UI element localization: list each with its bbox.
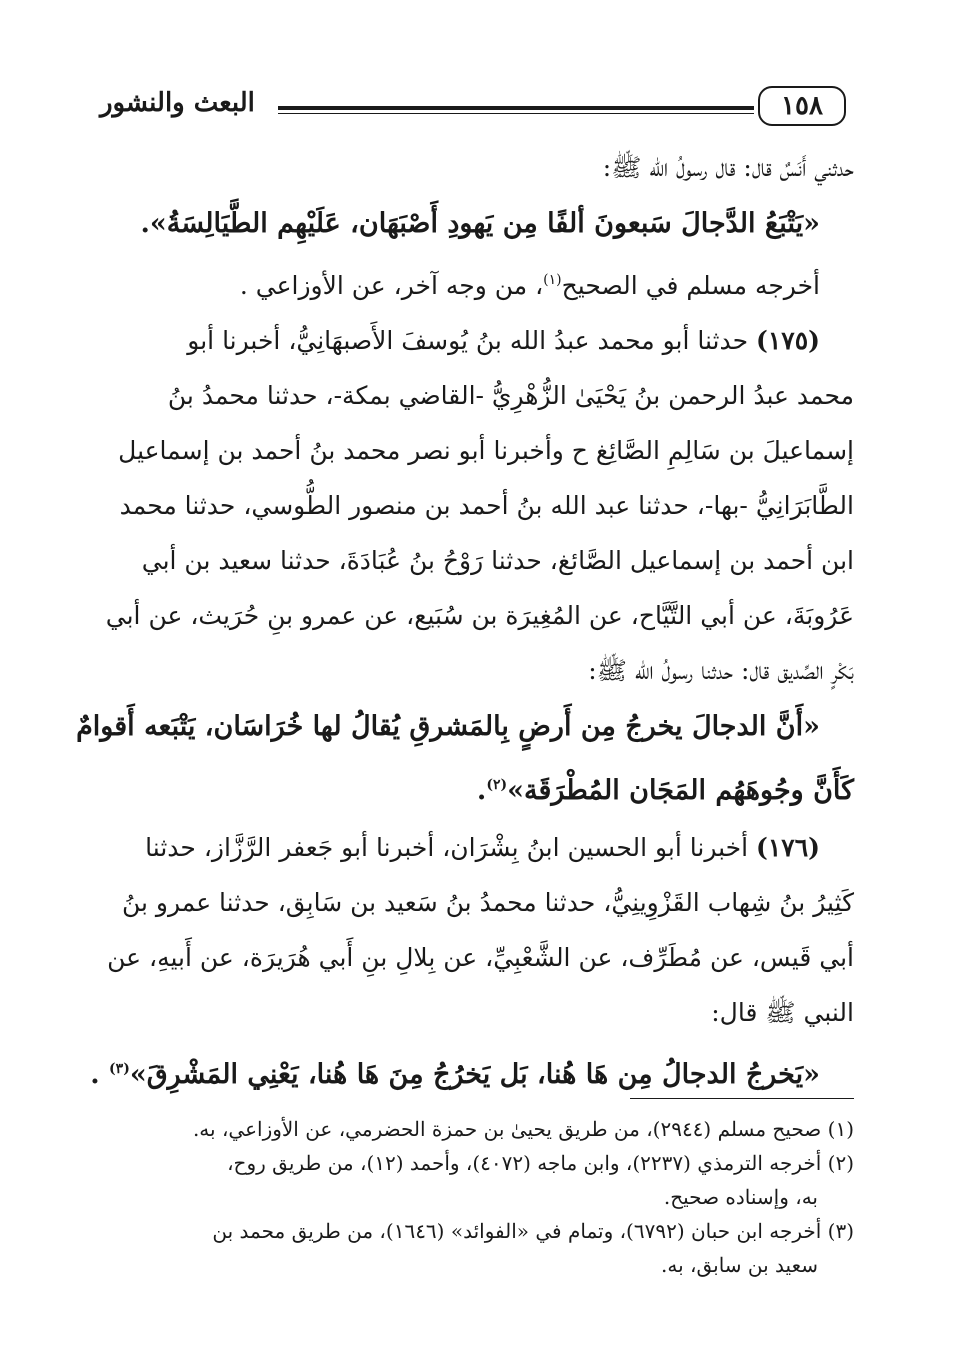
hadith-text: «أَنَّ الدجالَ يخرجُ مِن أَرضٍ بِالمَشرقِ يُقالُ لها خُرَاسَان، يَتْبَعه أَقوامٌ — [76, 711, 820, 742]
hadith-number: (١٧٥) — [756, 326, 820, 355]
footnote-separator — [630, 1098, 854, 1099]
hadith-number: (١٧٦) — [756, 833, 820, 862]
hadith-text — [100, 756, 854, 820]
text-fragment: أخرجه مسلم في الصحيح — [561, 271, 820, 300]
text-line: كَثِيرُ بنُ شِهاب القَزْوِينِيُّ، حدثنا محمدُ بنُ سَعيد بن سَابِق، حدثنا عمرو بنُ — [121, 888, 854, 917]
text-line — [100, 313, 854, 368]
text-line: عَرُوبَةَ، عن أبي التَّيَّاح، عن المُغِيرَة بن سُبَيع، عن عمرو بنِ حُرَيث، عن أبي — [105, 601, 854, 630]
footnote-continuation: به، وإسناده صحيح. — [663, 1185, 818, 1209]
text-fragment: ، من وجه آخر، عن الأوزاعي . — [239, 271, 544, 300]
text-fragment: . — [90, 1059, 110, 1090]
text-line — [100, 253, 854, 313]
page-number: ١٥٨ — [758, 86, 846, 126]
text-fragment: . — [476, 775, 487, 806]
hadith-text — [90, 1040, 854, 1104]
text-line: الطَّابَرَانِيُّ -بها-، حدثنا عبد الله بنُ أحمد بن منصور الطُّوسي، حدثنا محمد — [119, 491, 854, 520]
text-fragment: كَأَنَّ وجُوهَهُم المَجَان المُطْرَقَة» — [507, 775, 854, 806]
text-line: محمد عبدُ الرحمن بنُ يَحْيَىٰ الزُّهْرِيُّ -القاضي بمكة-، حدثنا محمدُ بنُ — [167, 381, 854, 410]
text-line: حدثني أَنَسٌ قال: قال رسولُ الله ﷺ: — [602, 153, 854, 182]
text-line: إسماعيلَ بن سَالِمِ الصَّائِغ ح وأخبرنا أبو نصر محمد بنُ أحمد بن إسماعيل — [118, 436, 854, 465]
text-line — [100, 820, 854, 875]
footnote-mark: (١) — [543, 272, 562, 288]
footnote: (٣) أخرجه ابن حبان (٦٧٩٢)، وتمام في «الفوائد» (١٦٤٦)، من طريق محمد بن — [212, 1219, 854, 1243]
footnote-continuation: سعيد بن سابق، به. — [660, 1253, 818, 1277]
text-fragment: «يَخرجُ الدجالُ مِن هَا هُنا، بَل يَخرُجُ مِنَ هَا هُنا، يَعْنِي المَشْرِقَ» — [129, 1059, 820, 1090]
body-text — [76, 140, 854, 1104]
footnote-mark: (٣) — [109, 1061, 130, 1077]
text-fragment: حدثنا أبو محمد عبدُ الله بنُ يُوسفَ الأَصبهَانِيُّ، أخبرنا أبو — [187, 326, 757, 355]
footnotes — [100, 1112, 854, 1282]
text-line: بَكْرٍ الصِّديق قال: حدثنا رسولُ الله ﷺ: — [588, 656, 854, 685]
footnote-mark: (٢) — [486, 777, 508, 793]
text-line: النبي ﷺ قال: — [711, 998, 854, 1027]
footnote: (٢) أخرجه الترمذي (٢٢٣٧)، وابن ماجه (٤٠٧٢)، وأحمد (١٢)، من طريق روح، — [227, 1151, 854, 1175]
running-title: البعث والنشور — [100, 88, 255, 118]
hadith-text: «يَتْبَعُ الدَّجالَ سَبعونَ ألفًا مِن يَهودِ أَصْبَهَان، عَلَيْهِم الطَّيَالِسَةُ». — [140, 208, 820, 239]
header-rule — [278, 106, 754, 110]
footnote: (١) صحيح مسلم (٢٩٤٤)، من طريق يحيىٰ بن حمزة الحضرمي، عن الأوزاعي، به. — [192, 1117, 854, 1141]
text-fragment: أخبرنا أبو الحسين ابنُ بِشْرَان، أخبرنا أبو جَعفر الرَّزَّاز، حدثنا — [145, 833, 757, 862]
text-line: أبي قَيس، عن مُطَرِّف، عن الشَّعْبِيِّ، عن بِلالِ بنِ أَبي هُرَيرَة، عن أَبيهِ، عن — [107, 943, 854, 972]
text-line: ابن أحمد بن إسماعيل الصَّائغ، حدثنا رَوْحُ بنُ عُبَادَةَ، حدثنا سعيد بن أبي — [141, 546, 854, 575]
page-header — [100, 84, 854, 128]
